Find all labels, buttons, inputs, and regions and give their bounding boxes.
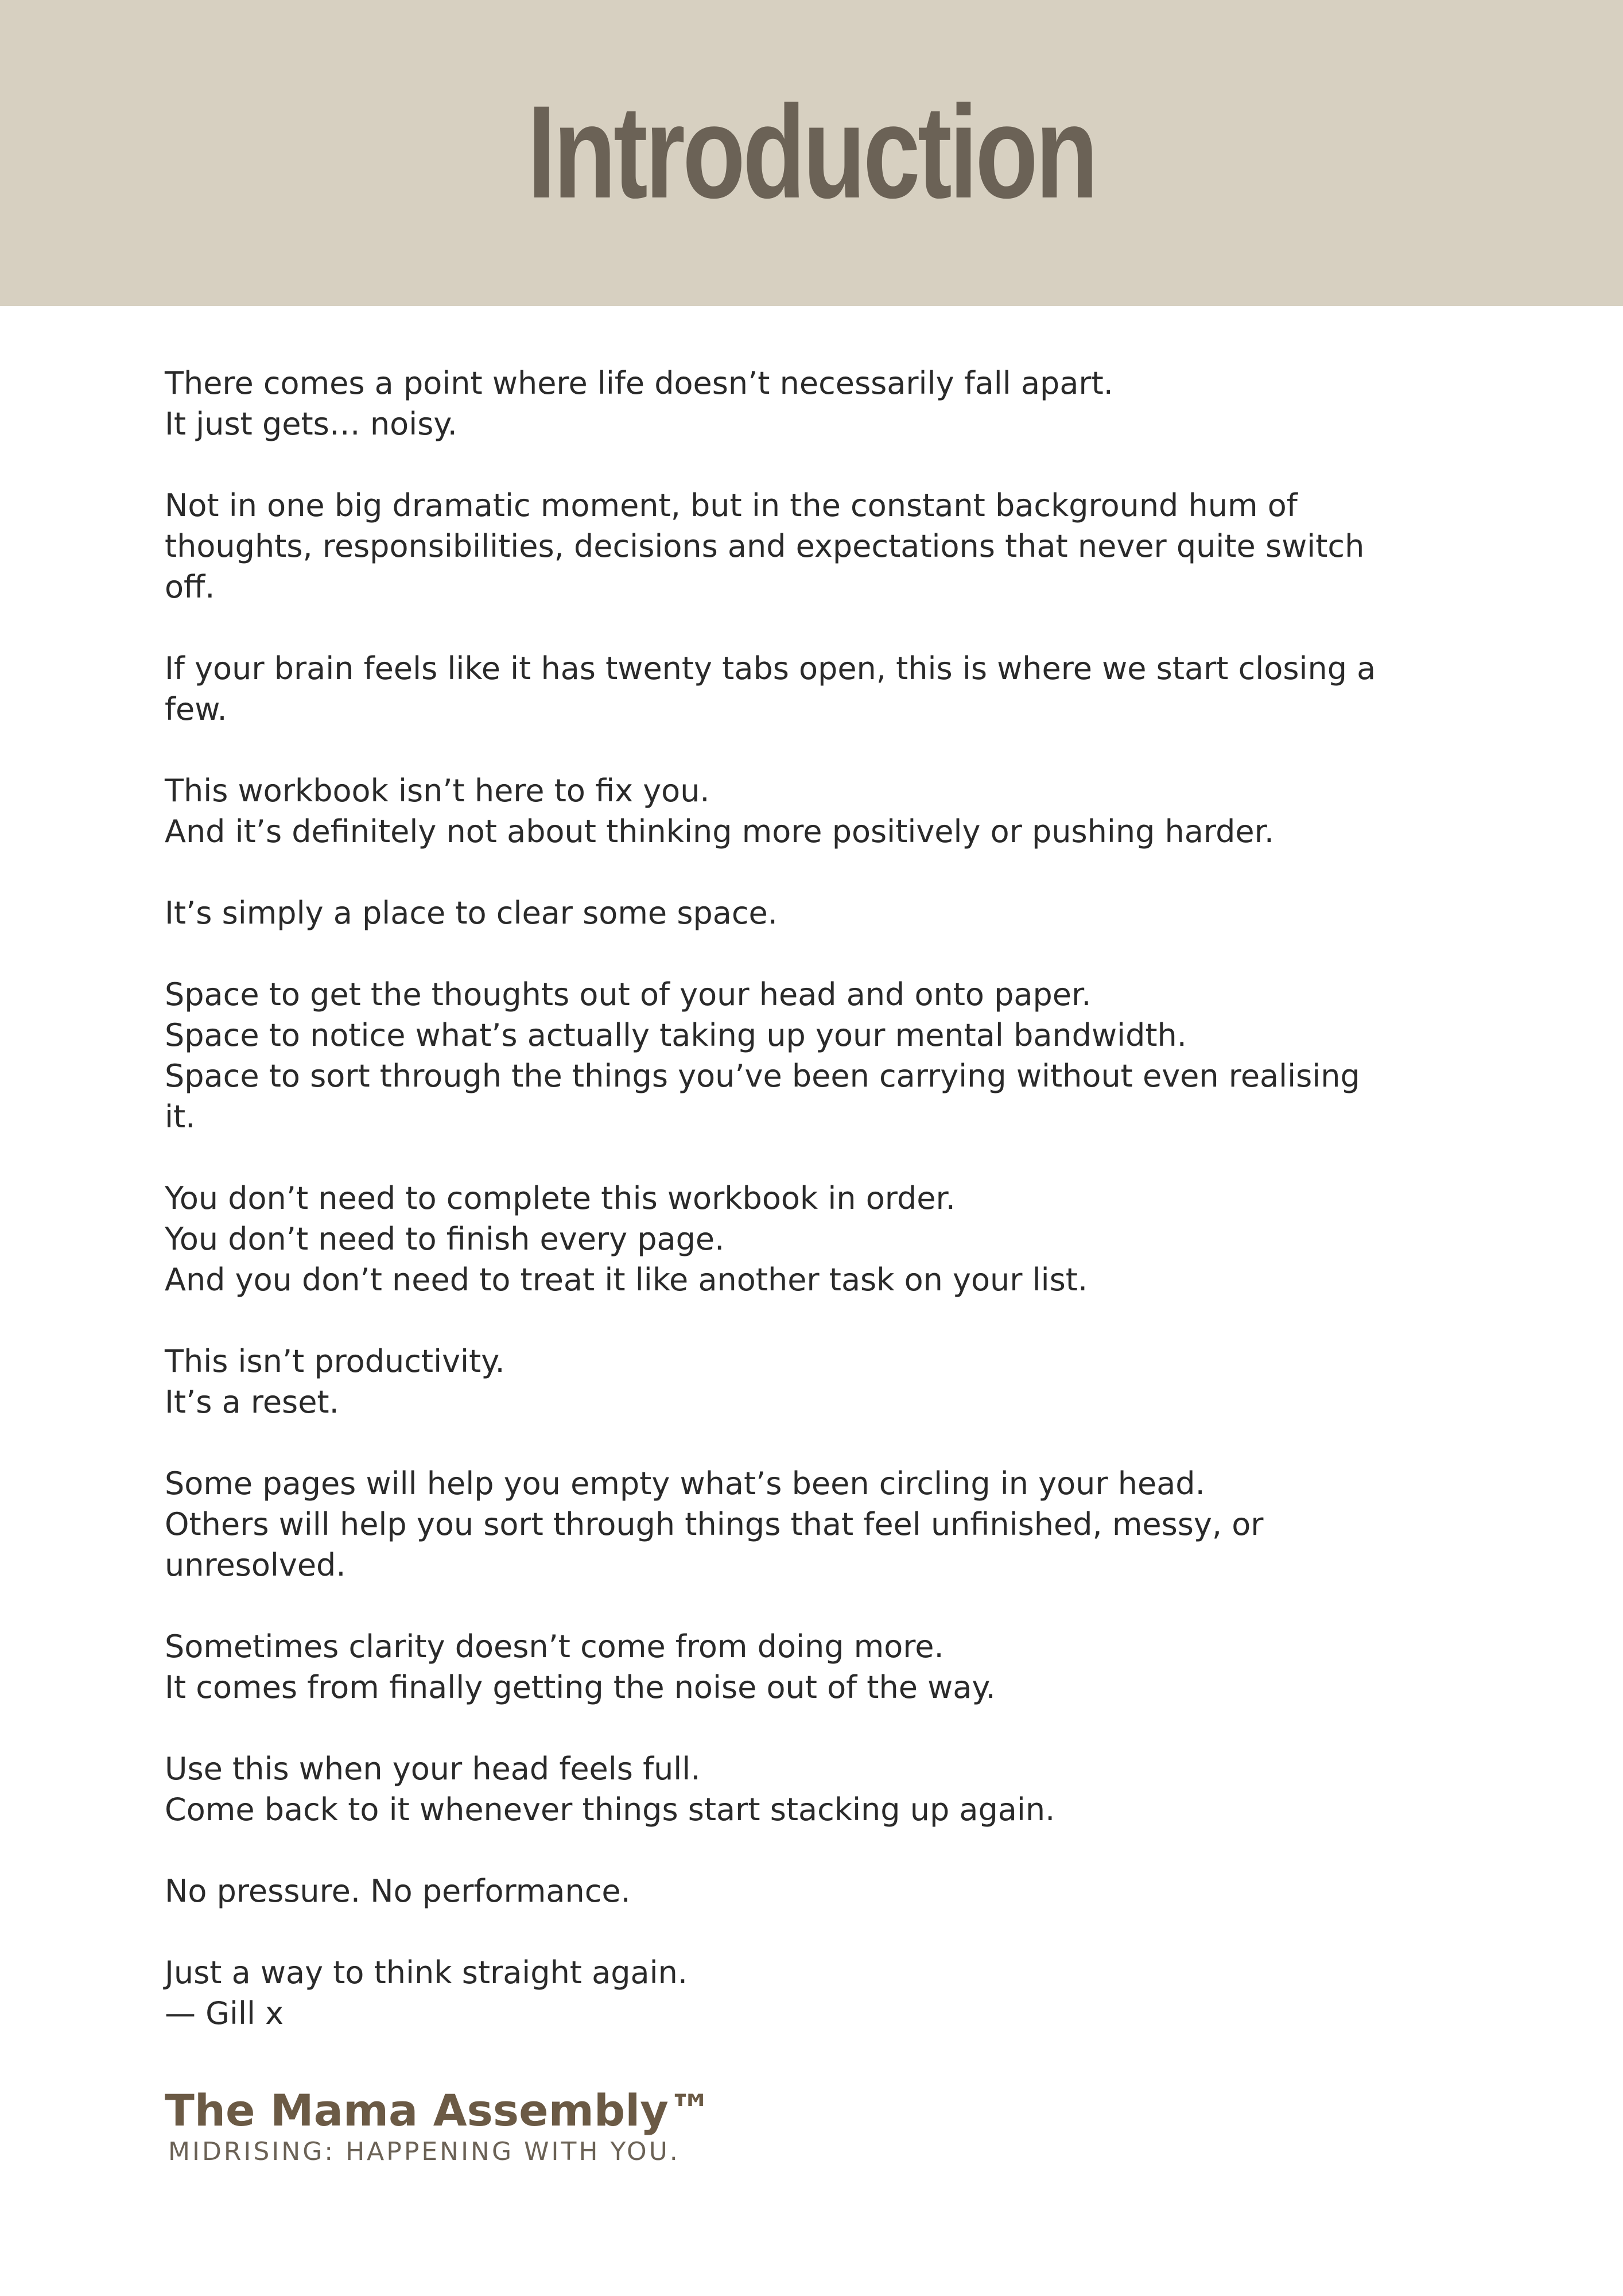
brand-name: The Mama Assembly™ [165, 2085, 712, 2136]
paragraph [165, 485, 1473, 607]
text-line: You don’t need to complete this workbook in order. [165, 1180, 956, 1216]
text-line: Use this when your head feels full. [165, 1751, 701, 1787]
signature-line: — Gill x [165, 1995, 284, 2031]
text-line: few. [165, 691, 227, 727]
paragraph [165, 1178, 1473, 1300]
text-line: You don’t need to finish every page. [165, 1221, 725, 1257]
text-line: There comes a point where life doesn’t necessarily fall apart. [165, 365, 1113, 401]
text-line: This workbook isn’t here to fix you. [165, 773, 710, 809]
text-line: It comes from finally getting the noise out of the way. [165, 1669, 996, 1705]
text-line: If your brain feels like it has twenty tabs open, this is where we start closing a [165, 650, 1376, 687]
text-line: Some pages will help you empty what’s been circling in your head. [165, 1465, 1205, 1502]
paragraph [165, 1748, 1473, 1830]
text-line: Sometimes clarity doesn’t come from doing more. [165, 1628, 944, 1665]
text-line: Come back to it whenever things start stacking up again. [165, 1791, 1055, 1828]
text-line: This isn’t productivity. [165, 1343, 505, 1379]
text-line: Others will help you sort through things that feel unfinished, messy, or [165, 1506, 1264, 1542]
text-line: it. [165, 1099, 196, 1135]
text-line: unresolved. [165, 1547, 346, 1583]
text-line: Just a way to think straight again. [165, 1954, 688, 1991]
text-line: It’s a reset. [165, 1384, 339, 1420]
brand-tagline: MIDRISING: HAPPENING WITH YOU. [168, 2137, 680, 2166]
text-line: thoughts, responsibilities, decisions and expectations that never quite switch [165, 528, 1365, 564]
paragraph [165, 1626, 1473, 1708]
text-line: It just gets… noisy. [165, 406, 457, 442]
text-line: Space to get the thoughts out of your head and onto paper. [165, 976, 1092, 1013]
text-line: And it’s definitely not about thinking more positively or pushing harder. [165, 813, 1275, 850]
page-title: Introduction [527, 78, 1096, 226]
paragraph [165, 363, 1473, 444]
text-line: Not in one big dramatic moment, but in the constant background hum of [165, 487, 1298, 523]
paragraph-signoff [165, 1952, 1473, 2034]
paragraph [165, 1463, 1473, 1585]
intro-body [165, 363, 1473, 2074]
brand-block [165, 2085, 712, 2167]
text-line: No pressure. No performance. [165, 1873, 631, 1909]
paragraph [165, 893, 1473, 933]
paragraph [165, 1341, 1473, 1422]
text-line: It’s simply a place to clear some space. [165, 895, 778, 931]
paragraph [165, 974, 1473, 1137]
paragraph [165, 1871, 1473, 1911]
paragraph [165, 648, 1473, 730]
text-line: off. [165, 569, 215, 605]
paragraph [165, 770, 1473, 852]
text-line: Space to sort through the things you’ve been carrying without even realising [165, 1058, 1360, 1094]
text-line: Space to notice what’s actually taking up your mental bandwidth. [165, 1017, 1187, 1053]
text-line: And you don’t need to treat it like another task on your list. [165, 1262, 1088, 1298]
